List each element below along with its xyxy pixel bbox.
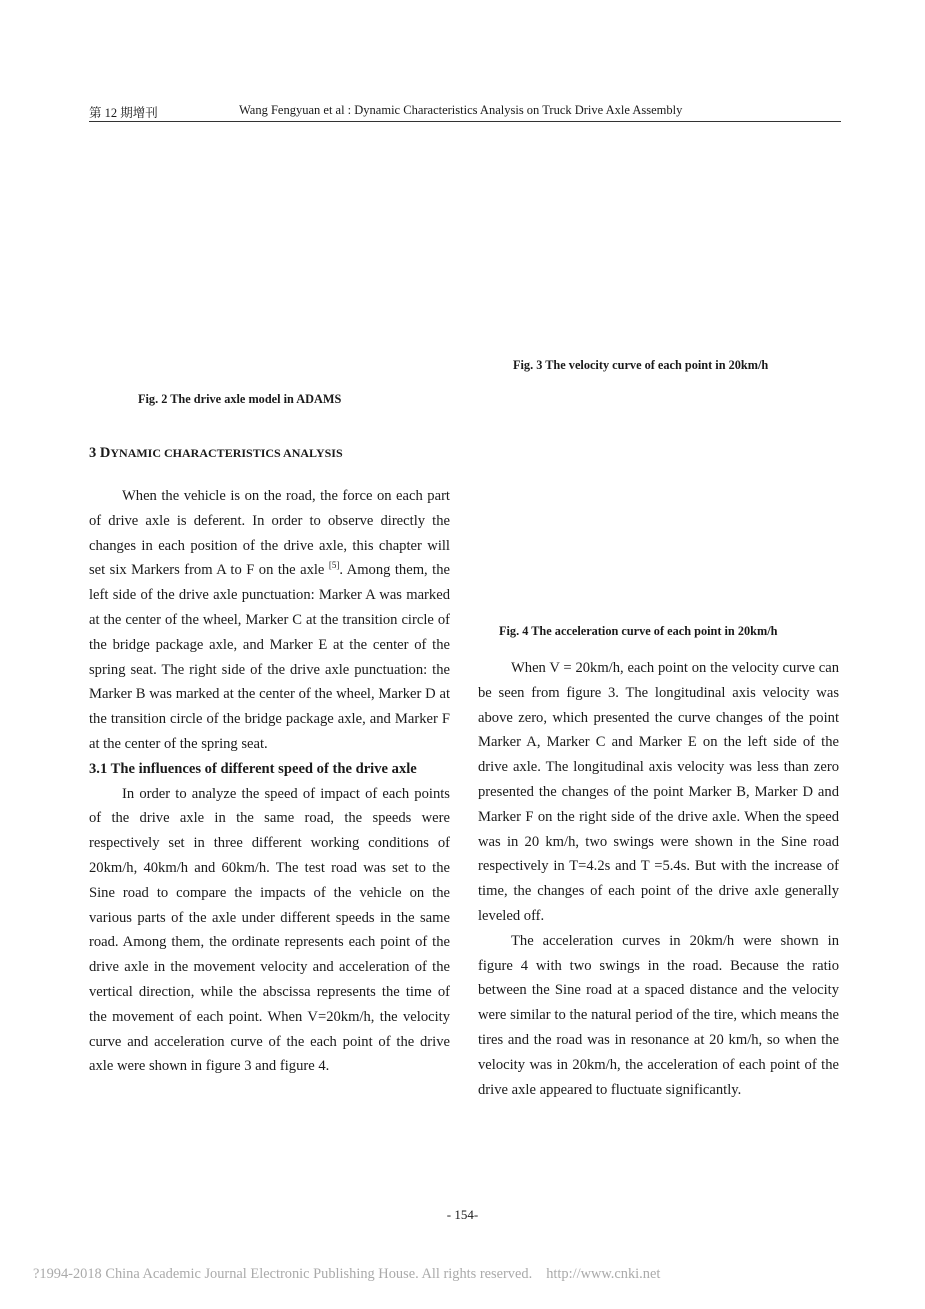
paragraph-speeds: In order to analyze the speed of impact of each points of the drive axle in the same road, the speeds were respectively set in three different working conditions of 20km/h, 40km/h and 60km/h. The test road was set to the Sine road to compare the impacts of the vehicle on the various parts of the axle under different speeds in the same road. Among them, the ordinate represents each point of the drive axle in the movement velocity and acceleration of the vertical direction, while the abscissa represents the time of the movement of each point. When V=20km/h, the velocity curve and acceleration curve of the each point of the drive axle were shown in figure 3 and figure 4.: [89, 785, 450, 1075]
header-rule: [89, 121, 841, 122]
running-title: Wang Fengyuan et al : Dynamic Characteristics Analysis on Truck Drive Axle Assembly: [239, 103, 683, 117]
section-heading: [89, 445, 343, 462]
footer-url[interactable]: http://www.cnki.net: [546, 1266, 661, 1282]
paragraph-text: . Among them, the left side of the drive axle punctuation: Marker A was marked at the center of the wheel, Marker C at the transition circle of the bridge package axle, and Marker E at the center of the spring seat. The right side of the drive axle punctuation: the Marker B was marked at the center of the wheel, Marker D at the transition circle of the bridge package axle, and Marker F at the center of the spring seat.: [89, 562, 450, 752]
subsection-heading: 3.1 The influences of different speed of the drive axle: [89, 760, 417, 777]
right-column: [478, 656, 839, 1102]
fig3-caption: Fig. 3 The velocity curve of each point in 20km/h: [513, 358, 769, 372]
section-title: YNAMIC CHARACTERISTICS ANALYSIS: [110, 446, 343, 460]
paragraph-acceleration: The acceleration curves in 20km/h were shown in figure 4 with two swings in the road. Because the ratio between the Sine road at a spaced distance and the velocity were similar to the natural period of the tire, which means the tires and the road was in resonance at 20 km/h, so when the velocity was in 20km/h, the acceleration of each point of the drive axle appeared to fluctuate significantly.: [478, 932, 839, 1098]
footer: [33, 1266, 660, 1283]
paragraph-markers: [89, 484, 450, 757]
section-number: 3 D: [89, 445, 111, 461]
page-number: - 154-: [446, 1207, 479, 1222]
journal-issue: 第 12 期增刊: [89, 106, 158, 120]
left-column: [89, 484, 450, 1079]
fig4-caption: Fig. 4 The acceleration curve of each point in 20km/h: [499, 624, 778, 638]
paragraph-text: When the vehicle is on the road, the force on each part of drive axle is deferent. In order to observe directly the changes in each position of the drive axle, this chapter will set six Markers from A to F on the axle: [89, 488, 450, 579]
citation-ref: [5]: [328, 560, 340, 571]
copyright-text: ?1994-2018 China Academic Journal Electronic Publishing House. All rights reserved.: [33, 1266, 533, 1282]
paragraph-velocity: When V = 20km/h, each point on the velocity curve can be seen from figure 3. The longitudinal axis velocity was above zero, which presented the curve changes of the point Marker A, Marker C and Marker E on the left side of the drive axle. The longitudinal axis velocity was less than zero presented the changes of the point Marker B, Marker D and Marker F on the right side of the drive axle. When the speed was in 20 km/h, two swings were shown in the Sine road respectively in T=4.2s and T =5.4s. But with the increase of time, the changes of each point of the drive axle generally leveled off.: [478, 660, 839, 924]
fig2-caption: Fig. 2 The drive axle model in ADAMS: [138, 392, 342, 406]
